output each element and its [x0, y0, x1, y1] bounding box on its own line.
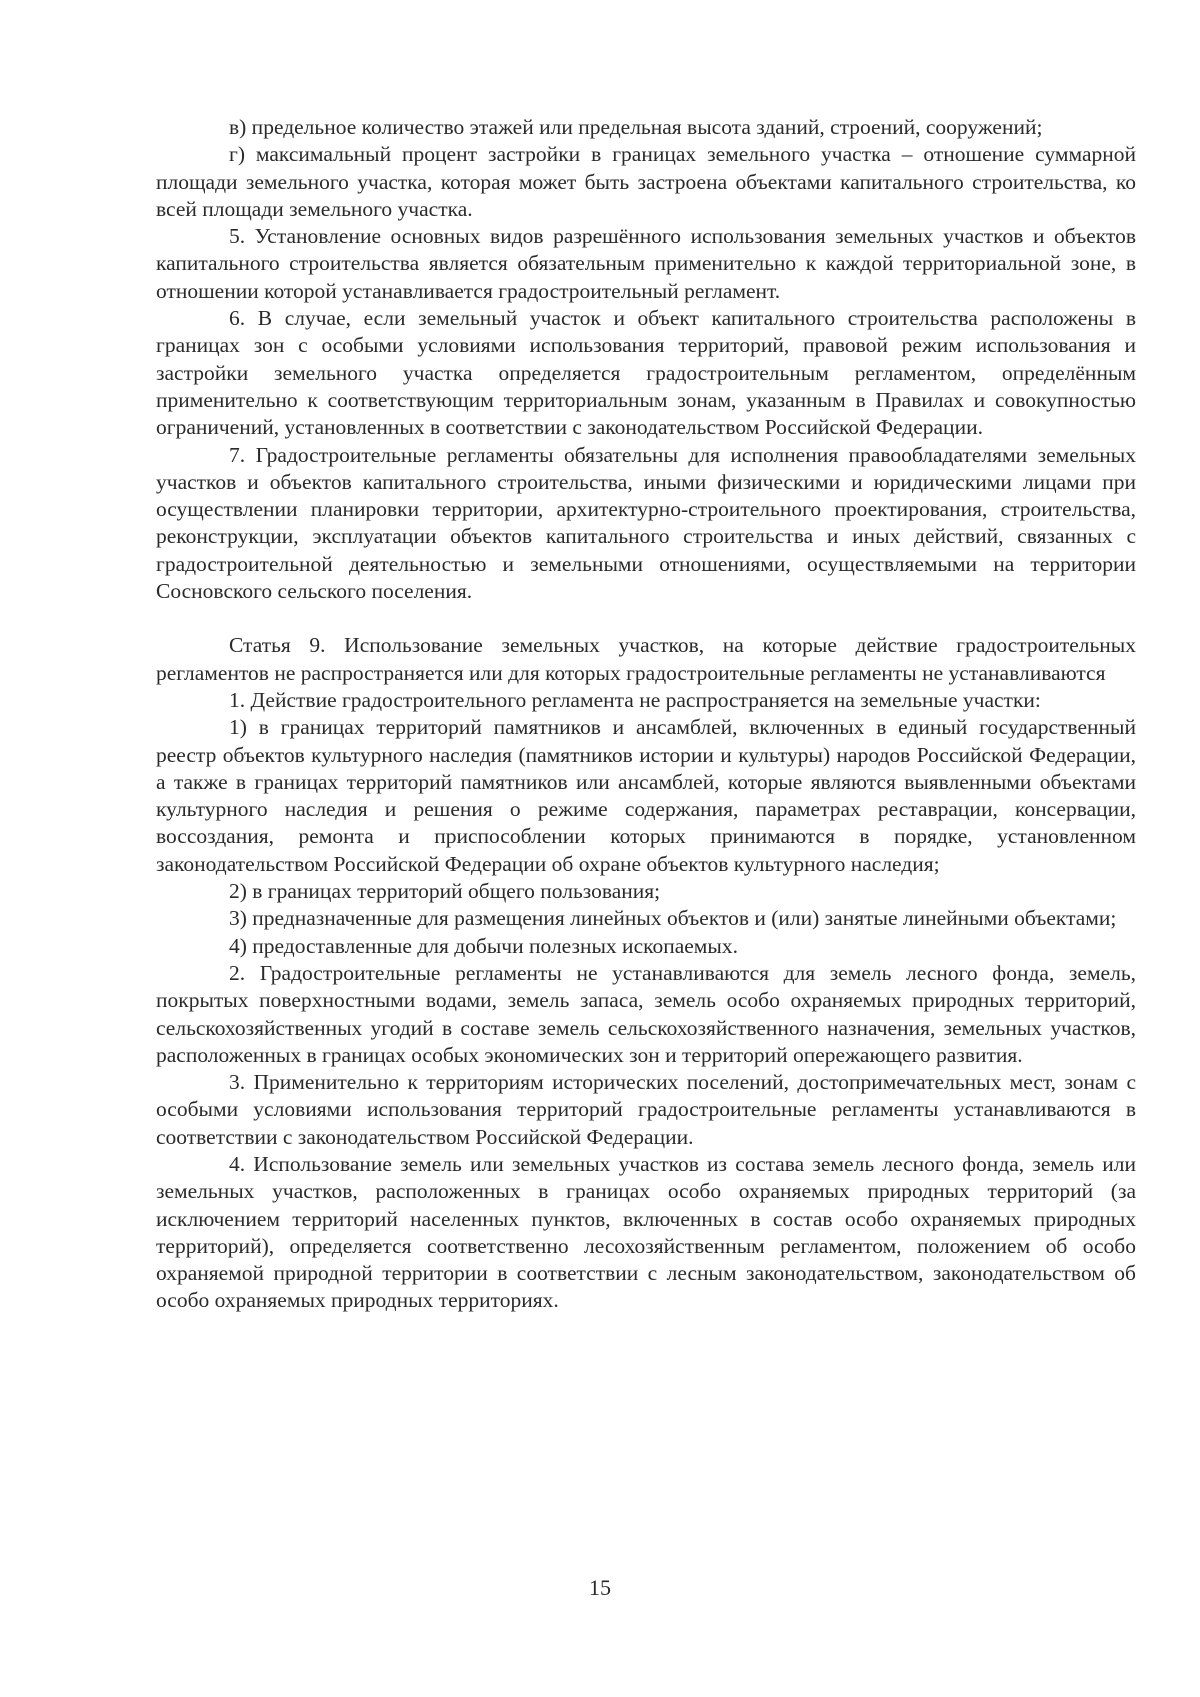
spacer — [156, 605, 1136, 632]
paragraph-art9-2: 2. Градостроительные регламенты не устанавливаются для земель лесного фонда, земель, покрытых поверхностными водами, земель запаса, земель особо охраняемых природных территорий, сельскохозяйственных угодий в составе земель сельскохозяйственного назначения, земельных участков, расположенных в границах особых экономических зон и территорий опережающего развития. — [156, 960, 1136, 1067]
paragraph-art9-1-2: 2) в границах территорий общего пользования; — [229, 879, 661, 904]
paragraph-art9-1-4: 4) предоставленные для добычи полезных ископаемых. — [229, 933, 738, 958]
paragraph-6: 6. В случае, если земельный участок и объект капитального строительства расположены в границах зон с особыми условиями использования территорий, правовой режим использования и застройки земельного участка определяется градостроительным регламентом, определённым применительно к соответствующим территориальным зонам, указанным в Правилах и совокупностью ограничений, установленных в соответствии с законодательством Российской Федерации. — [156, 306, 1136, 440]
page-number: 15 — [589, 1575, 611, 1600]
article-heading: Статья 9. Использование земельных участков, на которые действие градостроительных регламентов не распространяется или для которых градостроительные регламенты не устанавливаются — [156, 633, 1136, 685]
paragraph-3v: в) предельное количество этажей или предельная высота зданий, строений, сооружений; — [229, 115, 1043, 139]
paragraph-3g: г) максимальный процент застройки в границах земельного участка – отношение суммарной площади земельного участка, которая может быть застроена объектами капитального строительства, ко всей площади земельного участка. — [156, 142, 1136, 221]
paragraph-art9-1: 1. Действие градостроительного регламента не распространяется на земельные участки: — [229, 687, 1041, 712]
document-page — [156, 114, 1136, 1315]
paragraph-art9-3: 3. Применительно к территориям исторических поселений, достопримечательных мест, зонам с особыми условиями использования территорий градостроительные регламенты устанавливаются в соответствии с законодательством Российской Федерации. — [156, 1070, 1136, 1149]
paragraph-7: 7. Градостроительные регламенты обязательны для исполнения правообладателями земельных участков и объектов капитального строительства, иными физическими и юридическими лицами при осуществлении планировки территории, архитектурно-строительного проектирования, строительства, реконструкции, эксплуатации объектов капитального строительства и иных действий, связанных с градостроительной деятельностью и земельными отношениями, осуществляемыми на территории Сосновского сельского поселения. — [156, 442, 1136, 604]
paragraph-5: 5. Установление основных видов разрешённого использования земельных участков и объектов капитального строительства является обязательным применительно к каждой территориальной зоне, в отношении которой устанавливается градостроительный регламент. — [156, 224, 1136, 303]
paragraph-art9-1-3: 3) предназначенные для размещения линейных объектов и (или) занятые линейными объектами; — [229, 906, 1117, 931]
paragraph-art9-4: 4. Использование земель или земельных участков из состава земель лесного фонда, земель или земельных участков, расположенных в границах особо охраняемых природных территорий (за исключением территорий населенных пунктов, включенных в состав особо охраняемых природных территорий), определяется соответственно лесохозяйственным регламентом, положением об особо охраняемой природной территории в соответствии с лесным законодательством, законодательством об особо охраняемых природных территориях. — [156, 1151, 1136, 1313]
paragraph-art9-1-1: 1) в границах территорий памятников и ансамблей, включенных в единый государственный реестр объектов культурного наследия (памятников истории и культуры) народов Российской Федерации, а также в границах территорий памятников или ансамблей, которые являются выявленными объектами культурного наследия и решения о режиме содержания, параметрах реставрации, консервации, воссоздания, ремонта и приспособлении которых принимаются в порядке, установленном законодательством Российской Федерации об охране объектов культурного наследия; — [156, 715, 1136, 876]
